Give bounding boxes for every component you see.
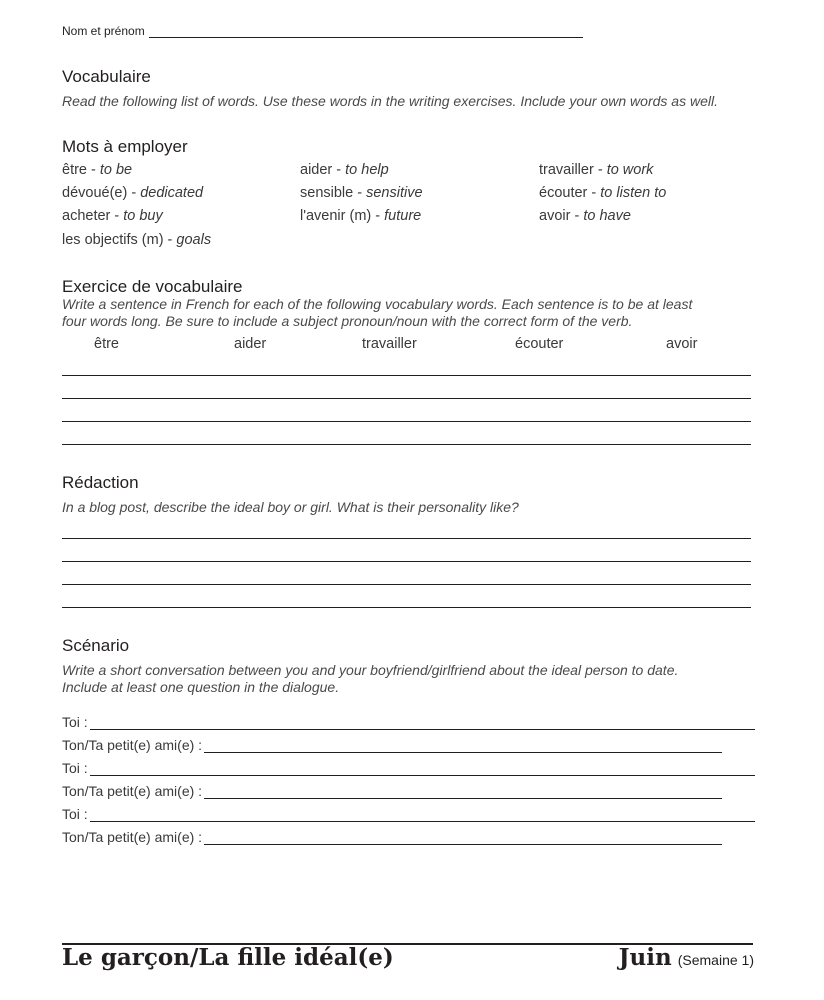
dialogue-write-line[interactable] bbox=[90, 807, 755, 822]
dialogue-write-line[interactable] bbox=[204, 830, 722, 845]
exercise-write-line[interactable] bbox=[62, 421, 751, 422]
exercice-instruction-2: four words long. Be sure to include a subject pronoun/noun with the correct form of the verb. bbox=[62, 313, 633, 329]
exercise-word: travailler bbox=[362, 336, 417, 352]
dialogue-line bbox=[62, 829, 722, 845]
dialogue-speaker: Ton/Ta petit(e) ami(e) : bbox=[62, 829, 203, 845]
word-item: dévoué(e) - dedicated bbox=[62, 185, 204, 201]
dialogue-speaker: Ton/Ta petit(e) ami(e) : bbox=[62, 737, 203, 753]
redaction-write-line[interactable] bbox=[62, 584, 751, 585]
dialogue-speaker: Toi : bbox=[62, 806, 88, 822]
word-item: travailler - to work bbox=[539, 162, 654, 178]
dialogue-write-line[interactable] bbox=[204, 738, 722, 753]
name-write-line[interactable] bbox=[149, 24, 583, 38]
word-item: écouter - to listen to bbox=[539, 185, 667, 201]
dialogue-line bbox=[62, 783, 722, 799]
scenario-instruction-1: Write a short conversation between you and your boyfriend/girlfriend about the ideal person to date. bbox=[62, 662, 679, 678]
footer-week: (Semaine 1) bbox=[677, 952, 754, 968]
dialogue-write-line[interactable] bbox=[90, 715, 755, 730]
vocabulaire-instruction: Read the following list of words. Use these words in the writing exercises. Include your own words as well. bbox=[62, 93, 718, 109]
redaction-instruction: In a blog post, describe the ideal boy or girl. What is their personality like? bbox=[62, 499, 519, 515]
redaction-heading: Rédaction bbox=[62, 473, 139, 492]
dialogue-speaker: Toi : bbox=[62, 714, 88, 730]
word-item: sensible - sensitive bbox=[300, 185, 423, 201]
exercise-write-line[interactable] bbox=[62, 398, 751, 399]
exercise-write-line[interactable] bbox=[62, 375, 751, 376]
dialogue-line bbox=[62, 806, 755, 822]
word-item: avoir - to have bbox=[539, 208, 631, 224]
redaction-write-line[interactable] bbox=[62, 607, 751, 608]
exercise-word: avoir bbox=[666, 336, 698, 352]
word-item: être - to be bbox=[62, 162, 133, 178]
name-field bbox=[62, 24, 583, 38]
redaction-write-line[interactable] bbox=[62, 561, 751, 562]
word-item: l'avenir (m) - future bbox=[300, 208, 422, 224]
dialogue-line bbox=[62, 760, 755, 776]
dialogue-line bbox=[62, 714, 755, 730]
word-item: aider - to help bbox=[300, 162, 389, 178]
redaction-write-line[interactable] bbox=[62, 538, 751, 539]
exercise-write-line[interactable] bbox=[62, 444, 751, 445]
dialogue-speaker: Ton/Ta petit(e) ami(e) : bbox=[62, 783, 203, 799]
scenario-heading: Scénario bbox=[62, 636, 130, 655]
scenario-instruction-2: Include at least one question in the dialogue. bbox=[62, 679, 340, 695]
exercise-word: écouter bbox=[515, 336, 564, 352]
footer-date bbox=[619, 944, 754, 971]
word-item: les objectifs (m) - goals bbox=[62, 232, 212, 248]
mots-heading: Mots à employer bbox=[62, 137, 188, 156]
dialogue-line bbox=[62, 737, 722, 753]
exercice-heading: Exercice de vocabulaire bbox=[62, 277, 243, 296]
word-item: acheter - to buy bbox=[62, 208, 163, 224]
dialogue-write-line[interactable] bbox=[204, 784, 722, 799]
exercise-word: être bbox=[94, 336, 119, 352]
vocabulaire-heading: Vocabulaire bbox=[62, 67, 151, 86]
worksheet-title: Le garçon/La fille idéal(e) bbox=[62, 944, 394, 971]
exercise-word: aider bbox=[234, 336, 267, 352]
exercice-instruction-1: Write a sentence in French for each of the following vocabulary words. Each sentence is to be at least bbox=[62, 296, 693, 312]
dialogue-write-line[interactable] bbox=[90, 761, 755, 776]
footer-month: Juin bbox=[618, 944, 672, 971]
dialogue-speaker: Toi : bbox=[62, 760, 88, 776]
name-label: Nom et prénom bbox=[62, 24, 145, 38]
